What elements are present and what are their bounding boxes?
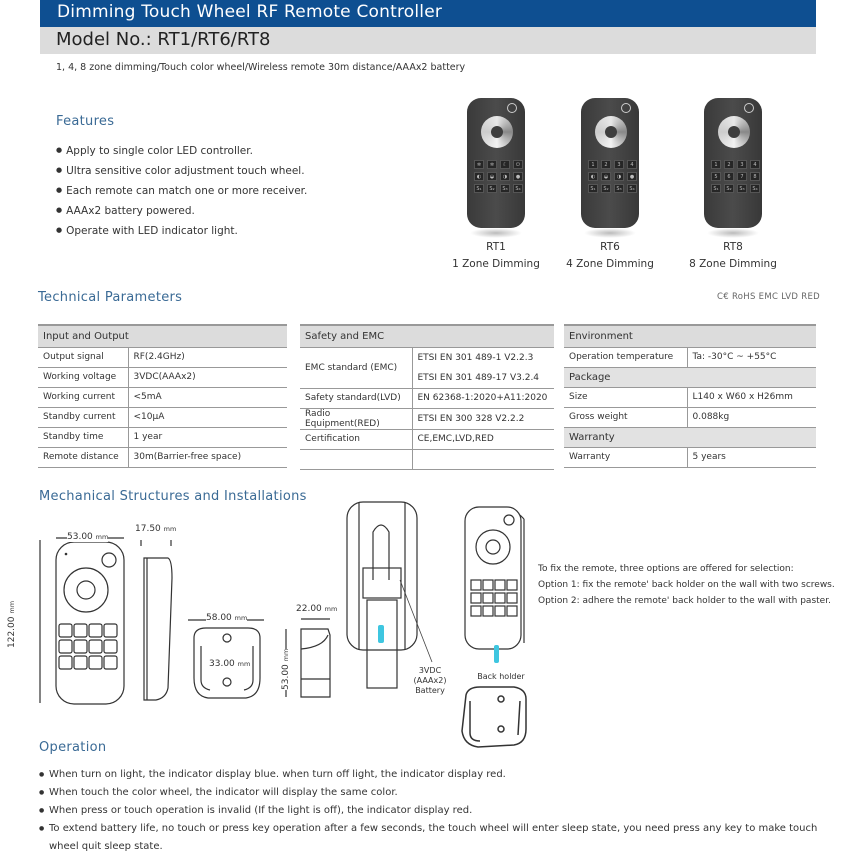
dim-holder-depth [296,604,337,614]
holder-side-drawing [283,615,338,705]
environment-table [564,324,816,468]
table-row [564,447,816,467]
table-row [300,429,554,449]
keypad [711,160,758,193]
dim-value: 122.00 [7,616,17,648]
dim-holder-height [281,649,291,690]
keypad [474,160,521,193]
dim-value: 58.00 [206,613,232,623]
key: S₄ [750,184,760,193]
empty-cell [412,449,554,469]
product-model: RT6 [600,241,620,253]
dim-unit: mm [8,600,16,614]
dim-value: 53.00 [67,532,93,542]
row-label: Radio Equipment(RED) [300,408,412,429]
emc-value: ETSI EN 301 489-1 V2.2.3 [417,352,534,363]
dim-remote-height [7,601,17,648]
row-label: Working current [38,387,128,407]
dim-unit: mm [163,525,177,533]
dim-holder-width [206,613,247,623]
dim-unit: mm [237,660,251,668]
table-title: Safety and EMC [300,325,554,347]
mechanical-heading: Mechanical Structures and Installations [39,489,307,504]
table-row [300,408,554,429]
remote-image [581,98,639,228]
key: S₄ [513,184,523,193]
row-label: Standby time [38,427,128,447]
empty-cell [300,449,412,469]
installation-instructions [538,561,835,609]
table-title: Environment [564,325,816,347]
row-label: Operation temperature [564,347,687,367]
row-value: CE,EMC,LVD,RED [412,429,554,449]
key: ● [513,172,523,181]
key: 6 [724,172,734,181]
table-row [300,347,554,388]
table-row [38,367,287,387]
key: S₂ [724,184,734,193]
feature-item: ● Operate with LED indicator light. [56,223,307,243]
remote-image [704,98,762,228]
install-line: Option 1: fix the remote' back holder on the wall with two screws. [538,580,835,590]
operation-heading: Operation [39,740,107,755]
dim-value: 22.00 [296,604,322,614]
dim-unit: mm [282,648,290,662]
touch-wheel-icon [481,116,513,148]
key: 1 [588,160,598,169]
key: 5 [711,172,721,181]
key: 3 [737,160,747,169]
table-subtitle: Warranty [564,427,816,447]
key: ✲ [487,160,497,169]
row-label: Working voltage [38,367,128,387]
row-value [412,347,554,388]
row-value: ETSI EN 300 328 V2.2.2 [412,408,554,429]
product-rt1 [441,98,551,272]
key: 3 [614,160,624,169]
table-row [38,387,287,407]
key: 4 [627,160,637,169]
row-label: Certification [300,429,412,449]
table-title: Input and Output [38,325,287,347]
key: 1 [711,160,721,169]
table-row [300,388,554,408]
key: ◐ [474,172,484,181]
product-subtitle: 1, 4, 8 zone dimming/Touch color wheel/Wireless remote 30m distance/AAAx2 battery [56,62,466,73]
touch-wheel-icon [718,116,750,148]
remote-front-drawing [36,528,131,718]
feature-item: ● Ultra sensitive color adjustment touch wheel. [56,163,307,183]
install-line: Option 2: adhere the remote' back holder to the wall with paster. [538,596,831,606]
row-value: 5 years [687,447,816,467]
install-line: To fix the remote, three options are offered for selection: [538,564,794,574]
table-row [38,427,287,447]
row-value: Ta: -30°C ~ +55°C [687,347,816,367]
key: 7 [737,172,747,181]
remote-image [467,98,525,228]
emc-value: ETSI EN 301 489-17 V3.2.4 [417,372,540,383]
features-list [56,143,307,243]
row-value: 1 year [128,427,287,447]
dim-unit: mm [234,614,248,622]
product-desc: 1 Zone Dimming [452,258,540,270]
power-icon [744,103,754,113]
key: ⏻ [513,160,523,169]
operation-list [39,766,819,856]
row-value: L140 x W60 x H26mm [687,387,816,407]
row-value: <5mA [128,387,287,407]
dim-value: 17.50 [135,524,161,534]
dim-value: 33.00 [209,659,235,669]
key: ◑ [500,172,510,181]
features-heading: Features [56,114,115,129]
key: ◐ [588,172,598,181]
row-label: Standby current [38,407,128,427]
operation-item: ● To extend battery life, no touch or press key operation after a few seconds, the touch wheel will enter sleep state, you need press any key to make touch wheel quit sleep state. [39,820,819,856]
table-row [300,449,554,469]
row-value: 3VDC(AAAx2) [128,367,287,387]
certification-logos: C€ RoHS EMC LVD RED [717,292,820,302]
table-row [38,447,287,467]
operation-item: ● When turn on light, the indicator display blue. when turn off light, the indicator display red. [39,766,819,784]
key: S₂ [601,184,611,193]
remote-side-drawing [138,538,178,708]
product-desc: 4 Zone Dimming [566,258,654,270]
key: S₁ [474,184,484,193]
row-label: Output signal [38,347,128,367]
row-value: 0.088kg [687,407,816,427]
feature-item: ● AAAx2 battery powered. [56,203,307,223]
row-label: EMC standard (EMC) [300,347,412,388]
touch-wheel-icon [595,116,627,148]
row-value: 30m(Barrier-free space) [128,447,287,467]
row-value: EN 62368-1:2020+A11:2020 [412,388,554,408]
key: ☾ [500,160,510,169]
key: ◒ [487,172,497,181]
product-model: RT8 [723,241,743,253]
remote-perspective-drawing [462,505,527,655]
key: S₃ [614,184,624,193]
back-holder-drawing [456,685,531,753]
key: S₁ [588,184,598,193]
feature-item: ● Apply to single color LED controller. [56,143,307,163]
key: 8 [750,172,760,181]
shadow [584,228,636,238]
product-rt6 [555,98,665,272]
key: ✲ [474,160,484,169]
row-label: Warranty [564,447,687,467]
row-label: Size [564,387,687,407]
table-row [564,387,816,407]
table-subtitle: Package [564,367,816,387]
row-label: Remote distance [38,447,128,467]
keypad [588,160,635,193]
product-desc: 8 Zone Dimming [689,258,777,270]
product-model: RT1 [486,241,506,253]
operation-item: ● When touch the color wheel, the indicator will display the same color. [39,784,819,802]
dim-remote-width [67,532,108,542]
key: ◑ [614,172,624,181]
safety-emc-table [300,324,554,470]
shadow [470,228,522,238]
table-row [564,347,816,367]
feature-item: ● Each remote can match one or more receiver. [56,183,307,203]
model-number: Model No.: RT1/RT6/RT8 [40,27,816,54]
key: 2 [724,160,734,169]
battery-label [398,666,462,696]
key: ◒ [601,172,611,181]
power-icon [507,103,517,113]
battery-label-line: (AAAx2) Battery [413,676,447,695]
key: S₃ [500,184,510,193]
dim-holder-screw [209,659,250,669]
dim-value: 53.00 [281,664,291,690]
battery-pointer-line [400,580,440,670]
page-title: Dimming Touch Wheel RF Remote Controller [40,0,816,27]
table-row [564,407,816,427]
dim-unit: mm [324,605,338,613]
dim-remote-depth [135,524,176,534]
technical-heading: Technical Parameters [38,290,183,305]
table-row [38,407,287,427]
indicator-blue [494,645,499,663]
key: 2 [601,160,611,169]
operation-item: ● When press or touch operation is invalid (If the light is off), the indicator display red. [39,802,819,820]
row-value: RF(2.4GHz) [128,347,287,367]
key: 4 [750,160,760,169]
key: S₁ [711,184,721,193]
back-holder-label: Back holder [477,672,525,681]
key: S₄ [627,184,637,193]
table-row [38,347,287,367]
key: S₂ [487,184,497,193]
product-rt8 [678,98,788,272]
dim-unit: mm [95,533,109,541]
row-label: Safety standard(LVD) [300,388,412,408]
input-output-table [38,324,287,468]
shadow [707,228,759,238]
key: ● [627,172,637,181]
indicator-blue [378,625,384,643]
power-icon [621,103,631,113]
key: S₃ [737,184,747,193]
row-label: Gross weight [564,407,687,427]
row-value: <10μA [128,407,287,427]
battery-label-line: 3VDC [418,666,442,675]
